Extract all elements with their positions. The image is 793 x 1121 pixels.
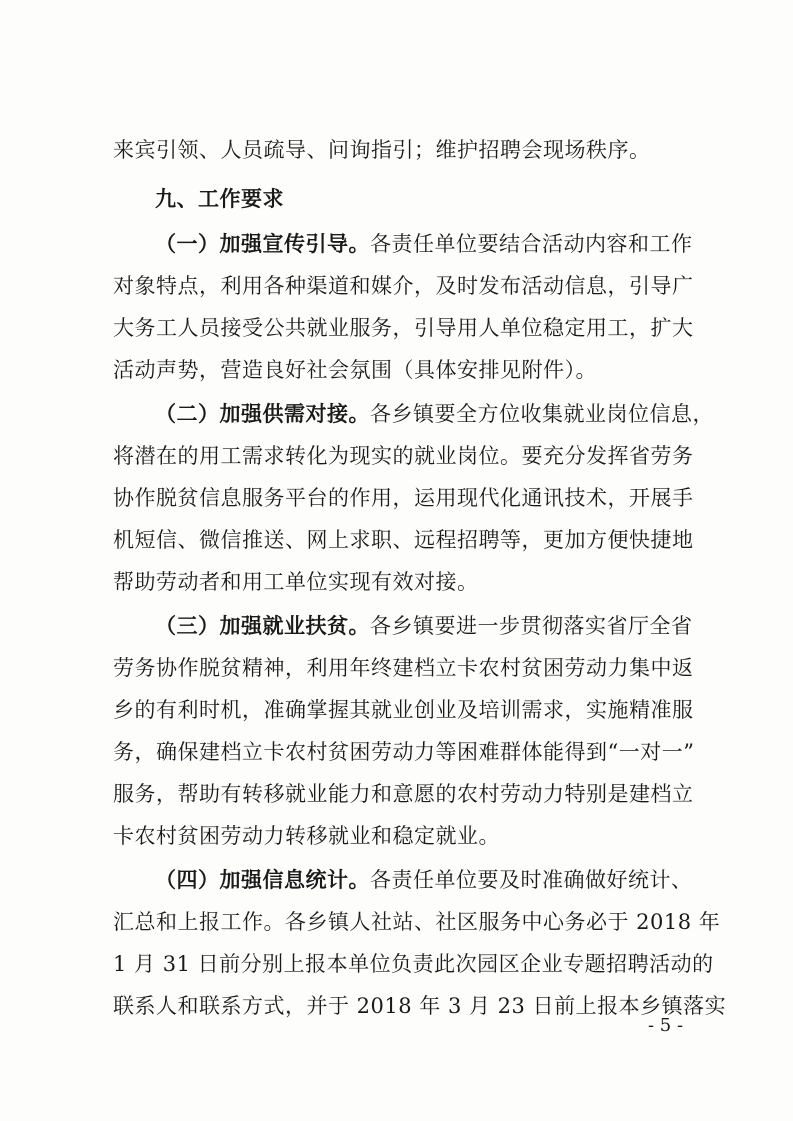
body-line: 乡的有利时机，准确掌握其就业创业及培训需求，实施精准服 [113,698,694,722]
page-number: - 5 - [648,1015,684,1036]
body-line: 服务，帮助有转移就业能力和意愿的农村劳动力特别是建档立 [113,782,694,806]
body-text: 各责任单位要结合活动内容和工作 [370,232,693,256]
body-line: 将潜在的用工需求转化为现实的就业岗位。要充分发挥省劳务 [113,444,694,468]
body-line: 务，确保建档立卡农村贫困劳动力等困难群体能得到“一对一” [113,740,695,764]
body-text: 各乡镇要进一步贯彻落实省厅全省 [370,614,693,638]
body-text: 各乡镇要全方位收集就业岗位信息， [370,402,714,426]
subsection-heading: （四）加强信息统计。 [155,867,370,892]
paragraph-first-line [155,866,693,894]
body-line: 卡农村贫困劳动力转移就业和稳定就业。 [113,824,500,848]
body-line: 协作脱贫信息服务平台的作用，运用现代化通讯技术，开展手 [113,486,694,510]
paragraph-first-line [155,400,714,428]
body-line: 帮助劳动者和用工单位实现有效对接。 [113,570,479,594]
body-line: 汇总和上报工作。各乡镇人社站、社区服务中心务必于 2018 年 [113,910,721,934]
subsection-heading: （二）加强供需对接。 [155,401,370,426]
body-line: 来宾引领、人员疏导、问询指引；维护招聘会现场秩序。 [113,138,651,162]
subsection-heading: （三）加强就业扶贫。 [155,613,370,638]
body-line: 活动声势，营造良好社会氛围（具体安排见附件）。 [113,358,597,382]
body-line: 1 月 31 日前分别上报本单位负责此次园区企业专题招聘活动的 [113,952,714,976]
body-line: 劳务协作脱贫精神，利用年终建档立卡农村贫困劳动力集中返 [113,656,694,680]
body-line: 大务工人员接受公共就业服务，引导用人单位稳定用工，扩大 [113,316,694,340]
paragraph-first-line [155,612,693,640]
body-line: 机短信、微信推送、网上求职、远程招聘等，更加方便快捷地 [113,528,694,552]
section-heading: 九、工作要求 [155,186,284,211]
paragraph-first-line [155,230,693,258]
body-text: 各责任单位要及时准确做好统计、 [370,868,693,892]
body-line: 对象特点，利用各种渠道和媒介，及时发布活动信息，引导广 [113,274,694,298]
body-line: 联系人和联系方式，并于 2018 年 3 月 23 日前上报本乡镇落实 [113,994,727,1018]
subsection-heading: （一）加强宣传引导。 [155,231,370,256]
